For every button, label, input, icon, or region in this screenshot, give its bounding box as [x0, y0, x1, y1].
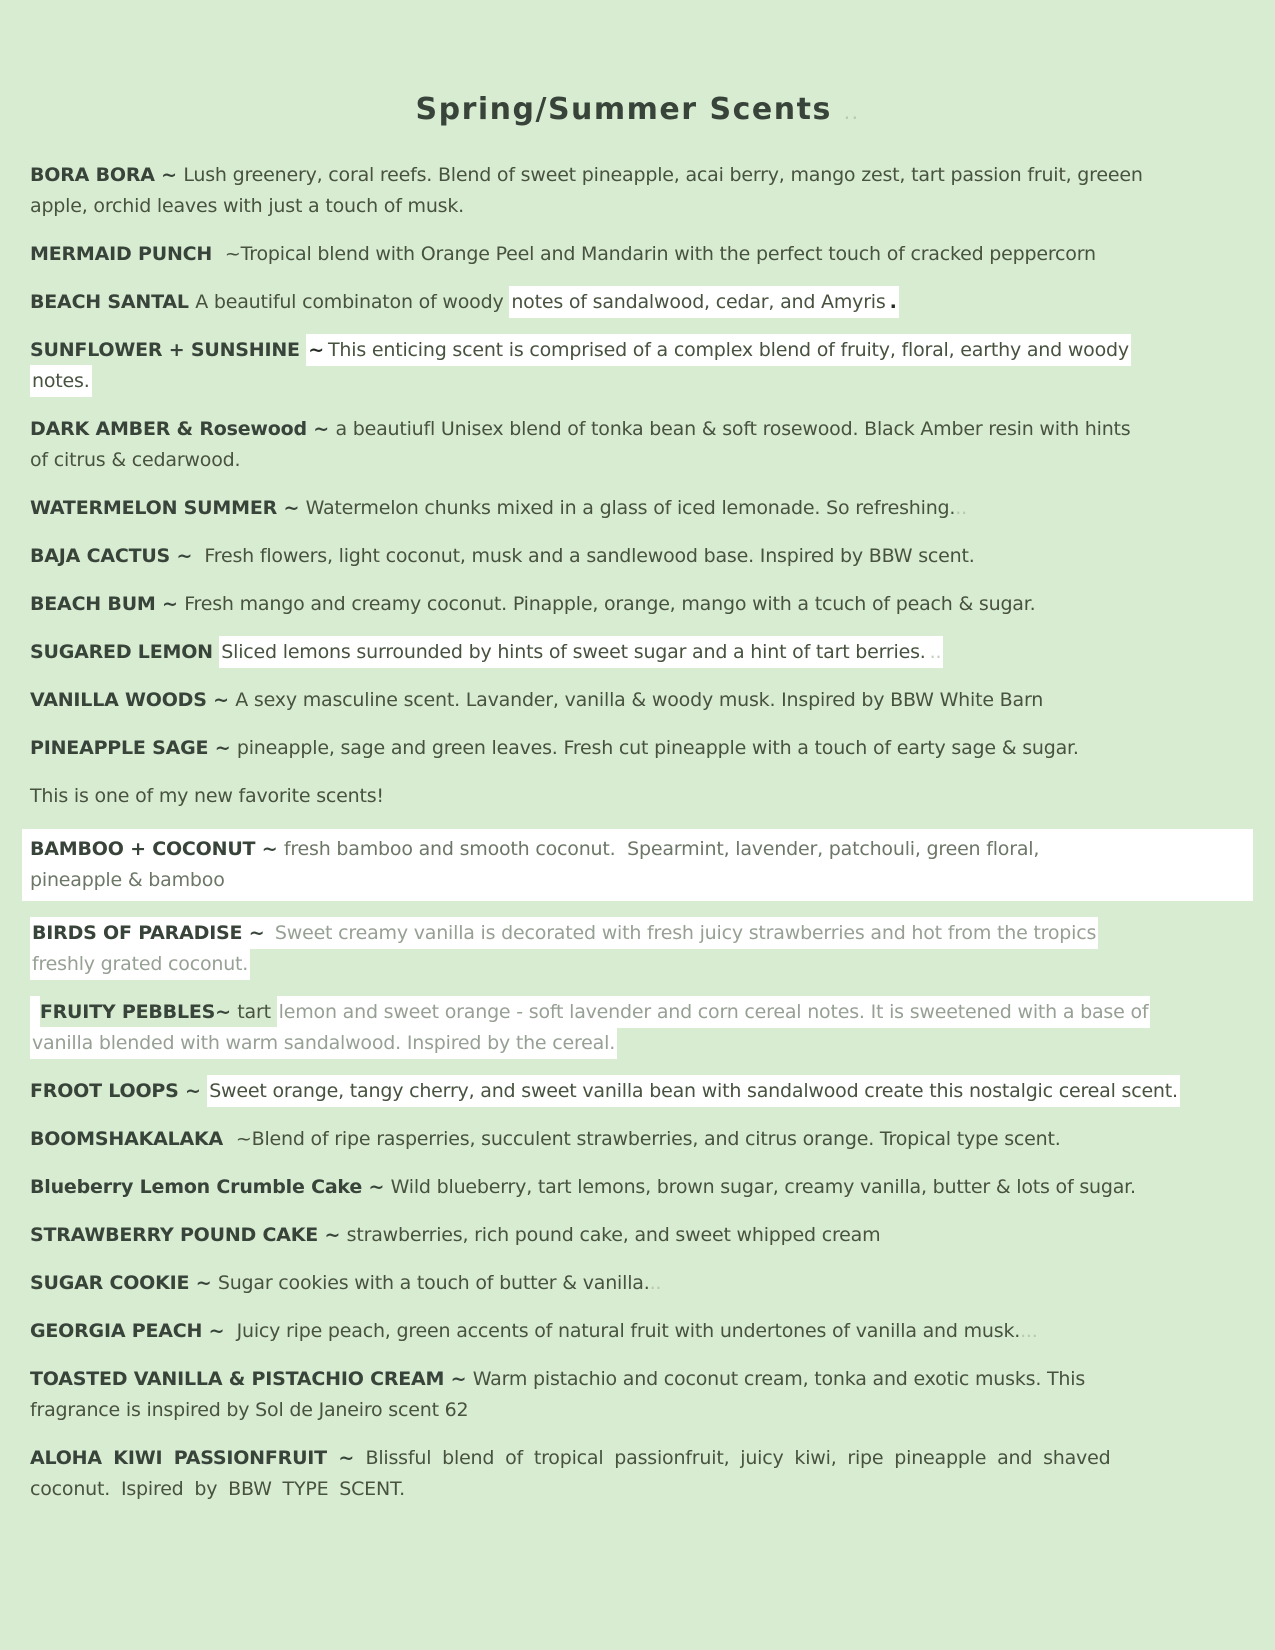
scent-description-segment: Sweet orange, tangy cherry, and sweet vanilla bean with sandalwood create this nostalgic cereal scent. [207, 1075, 1180, 1107]
page-title-text: Spring/Summer Scents [415, 92, 832, 127]
scent-description-segment: Watermelon chunks mixed in a glass of iced lemonade. So refreshing. [305, 497, 956, 519]
scent-entry-bamboo-coconut [22, 829, 1253, 901]
scent-description-segment: ~Tropical blend with Orange Peel and Mandarin with the perfect touch of cracked peppercorn [224, 243, 1096, 265]
scent-name: BIRDS OF PARADISE ~ [30, 917, 273, 949]
scent-description-segment: A beautiful combinaton of woody [195, 291, 510, 313]
scent-description-segment: .. [955, 497, 967, 519]
scent-description-segment: fresh bamboo and smooth coconut. Spearmint, lavender, patchouli, green floral, [283, 838, 1040, 860]
scent-description-segment: apple, orchid leaves with just a touch of musk. [30, 195, 465, 217]
scent-entry-aloha-kiwi-passionfruit [30, 1443, 1245, 1505]
scent-description-segment: of citrus & cedarwood. [30, 449, 241, 471]
scent-name: BAMBOO + COCONUT ~ [30, 838, 284, 860]
scent-description-segment: freshly grated coconut. [30, 948, 250, 980]
scent-description-segment: Juicy ripe peach, green accents of natural fruit with undertones of vanilla and musk. [230, 1320, 1021, 1342]
scent-name: Blueberry Lemon Crumble Cake ~ [30, 1176, 391, 1198]
scent-description-segment: ~Blend of ripe rasperries, succulent strawberries, and citrus orange. Tropical type scent. [235, 1128, 1061, 1150]
scent-description-segment: This is one of my new favorite scents! [30, 785, 384, 807]
scent-name: GEORGIA PEACH ~ [30, 1320, 231, 1342]
scent-name: ALOHA KIWI PASSIONFRUIT ~ [30, 1447, 366, 1469]
scent-entry-baja-cactus [30, 541, 1245, 572]
scent-entry-sugared-lemon [30, 637, 1245, 668]
scent-name: FROOT LOOPS ~ [30, 1080, 208, 1102]
scent-description-segment: pineapple, sage and green leaves. Fresh cut pineapple with a touch of earty sage & sugar. [236, 737, 1079, 759]
scent-entry-boomshakalaka [30, 1124, 1245, 1155]
scent-list [30, 160, 1245, 1505]
scent-name: TOASTED VANILLA & PISTACHIO CREAM ~ [30, 1368, 473, 1390]
scent-name: MERMAID PUNCH [30, 243, 225, 265]
scent-description-segment: A sexy masculine scent. Lavander, vanilla & woody musk. Inspired by BBW White Barn [235, 689, 1044, 711]
scent-description-segment: pineapple & bamboo [30, 869, 225, 891]
scent-description-segment: strawberries, rich pound cake, and sweet whipped cream [346, 1224, 881, 1246]
scent-entry-fruity-pebbles [30, 997, 1245, 1059]
scent-description-segment: notes. [30, 365, 92, 397]
scent-description-segment: vanilla blended with warm sandalwood. Inspired by the cereal. [30, 1027, 617, 1059]
scent-entry-favorite-note [30, 781, 1245, 812]
scent-description-segment: .. [928, 636, 944, 668]
scent-description-segment: coconut. Ispired by BBW TYPE SCENT. [30, 1478, 405, 1500]
scent-description-segment: Sliced lemons surrounded by hints of sweet sugar and a hint of tart berries. [219, 636, 927, 668]
scent-description-segment: notes of sandalwood, cedar, and Amyris [509, 286, 887, 318]
scent-name: VANILLA WOODS ~ [30, 689, 236, 711]
scent-name: DARK AMBER & Rosewood ~ [30, 418, 336, 440]
scent-entry-vanilla-woods [30, 685, 1245, 716]
scent-entry-sunflower-sunshine [30, 335, 1245, 397]
scent-entry-froot-loops [30, 1076, 1245, 1107]
scent-name: SUGARED LEMON [30, 641, 220, 663]
scent-description-segment: Sugar cookies with a touch of butter & vanilla. [217, 1272, 650, 1294]
scent-description-segment: Fresh flowers, light coconut, musk and a sandlewood base. Inspired by BBW scent. [198, 545, 975, 567]
scent-description-segment: Wild blueberry, tart lemons, brown sugar, creamy vanilla, butter & lots of sugar. [390, 1176, 1136, 1198]
scent-entry-watermelon-summer [30, 493, 1245, 524]
scent-entry-mermaid-punch [30, 239, 1245, 270]
scent-name: FRUITY PEBBLES~ [39, 1001, 238, 1023]
scent-name: BEACH SANTAL [30, 291, 196, 313]
scent-entry-beach-santal [30, 287, 1245, 318]
scent-name: SUGAR COOKIE ~ [30, 1272, 218, 1294]
scent-description-segment: tart [237, 1001, 277, 1023]
scent-name: BAJA CACTUS ~ [30, 545, 199, 567]
scent-name: SUNFLOWER + SUNSHINE [30, 339, 307, 361]
scent-entry-dark-amber-rosewood [30, 414, 1245, 476]
scent-name: PINEAPPLE SAGE ~ [30, 737, 237, 759]
scent-name: WATERMELON SUMMER ~ [30, 497, 306, 519]
scent-entry-pineapple-sage [30, 733, 1245, 764]
scent-description-segment: ... [1020, 1320, 1038, 1342]
scent-entry-bora-bora [30, 160, 1245, 222]
scent-description-segment: fragrance is inspired by Sol de Janeiro scent 62 [30, 1399, 469, 1421]
scent-name: BOOMSHAKALAKA [30, 1128, 236, 1150]
scent-name: BORA BORA ~ [30, 164, 184, 186]
scent-description-segment: Fresh mango and creamy coconut. Pinapple, orange, mango with a tcuch of peach & sugar. [184, 593, 1036, 615]
page-title [30, 92, 1245, 130]
scent-entry-sugar-cookie [30, 1268, 1245, 1299]
scent-description-segment: Lush greenery, coral reefs. Blend of sweet pineapple, acai berry, mango zest, tart passion fruit, greeen [183, 164, 1143, 186]
scent-description-segment [30, 996, 40, 1028]
scent-description-segment: lemon and sweet orange - soft lavender and corn cereal notes. It is sweetened with a base of [277, 996, 1151, 1028]
scent-entry-toasted-vanilla-pistachio-cream [30, 1364, 1245, 1426]
scent-description-segment: Warm pistachio and coconut cream, tonka and exotic musks. This [472, 1368, 1086, 1390]
scent-description-segment: Sweet creamy vanilla is decorated with fresh juicy strawberries and hot from the tropics [273, 917, 1098, 949]
scent-entry-strawberry-pound-cake [30, 1220, 1245, 1251]
scent-name: BEACH BUM ~ [30, 593, 185, 615]
scent-entry-birds-of-paradise [30, 918, 1245, 980]
scent-description-segment: Blissful blend of tropical passionfruit, juicy kiwi, ripe pineapple and shaved [365, 1447, 1111, 1469]
scent-entry-beach-bum [30, 589, 1245, 620]
title-trailing-dots: .. [843, 100, 860, 124]
scent-description-segment: .. [649, 1272, 662, 1294]
scent-name: STRAWBERRY POUND CAKE ~ [30, 1224, 347, 1246]
scent-description-segment: . [888, 286, 899, 318]
scent-description-segment: ~ [306, 334, 326, 366]
scent-entry-blueberry-lemon-crumble-cake [30, 1172, 1245, 1203]
scent-description-segment: a beautiufl Unisex blend of tonka bean & soft rosewood. Black Amber resin with hints [335, 418, 1131, 440]
scent-description-segment: This enticing scent is comprised of a complex blend of fruity, floral, earthy and woody [326, 334, 1131, 366]
scent-entry-georgia-peach [30, 1316, 1245, 1347]
